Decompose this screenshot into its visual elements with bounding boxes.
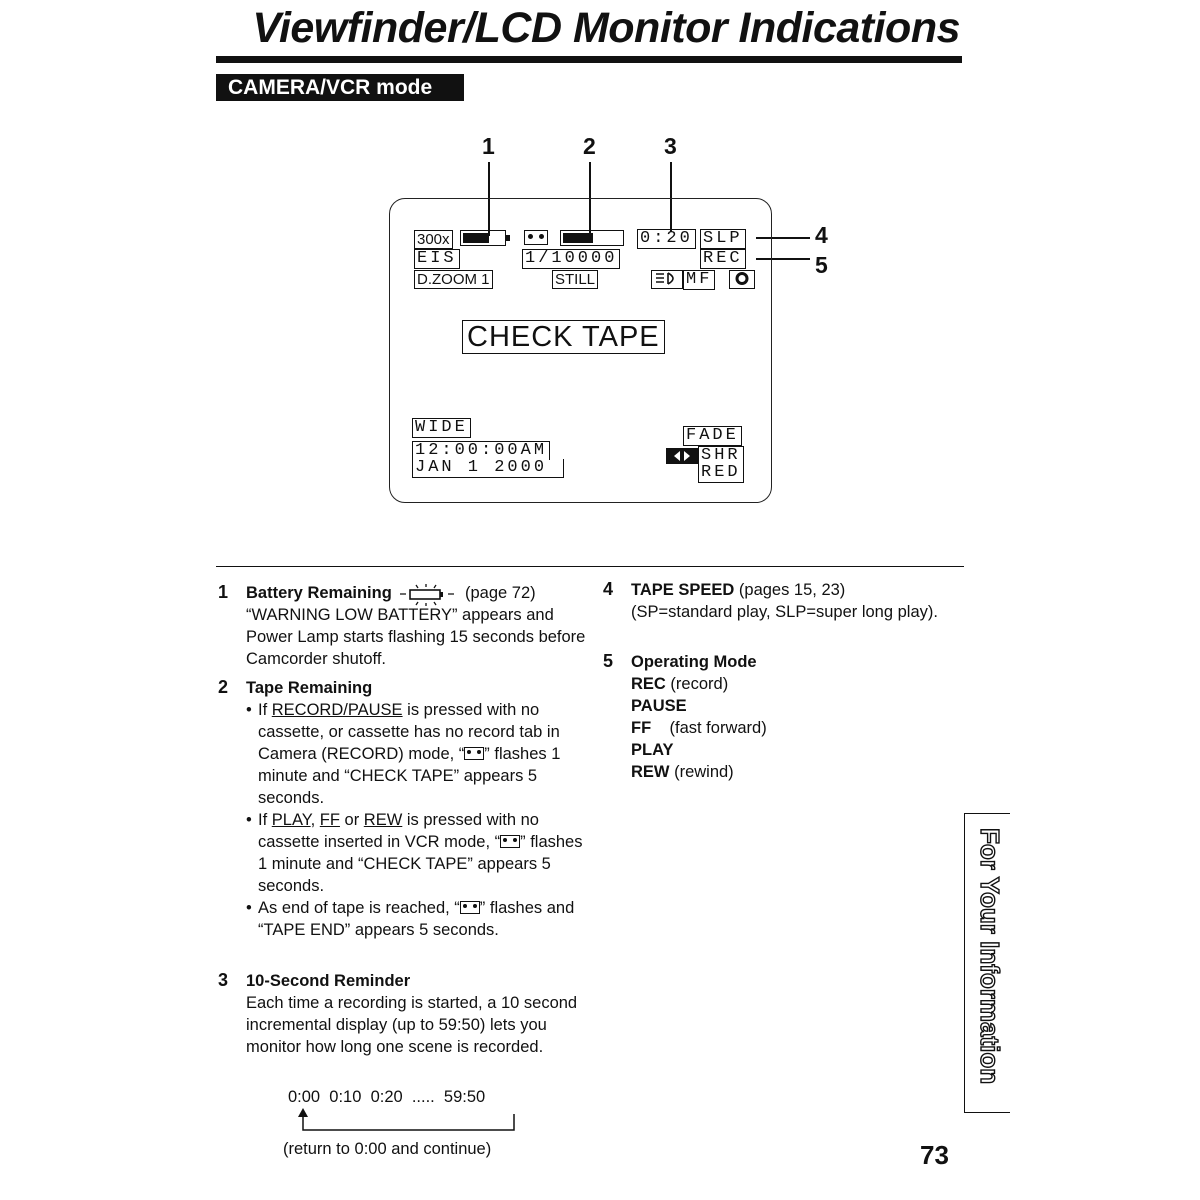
callout-2: 2 [583,133,596,159]
fade-arrow-icon [666,448,698,464]
callout-5: 5 [815,252,828,278]
red-indicator: RED [698,464,744,483]
item-1-title: Battery Remaining [246,584,392,602]
page-number: 73 [920,1140,949,1170]
item-4-desc: (SP=standard play, SLP=super long play). [631,603,938,621]
item-4-title: TAPE SPEED [631,581,735,599]
item-3 [246,970,591,1058]
item-3-desc: Each time a recording is started, a 10 second incremental display (up to 59:50) lets you monitor how long one scene is recorded. [246,994,578,1056]
item-4-number: 4 [603,579,614,599]
focus-indicator: MF [683,270,715,290]
still-indicator: STILL [552,270,598,289]
item-3-title: 10-Second Reminder [246,972,411,990]
return-arrow [296,1108,522,1134]
callout-4: 4 [815,222,828,248]
mode-row: REC (record) [631,675,729,693]
time-display: 12:00:00AM [412,441,550,460]
side-tab-label: For Your Information [975,828,1005,1085]
tape-speed: SLP [700,229,746,249]
shr-indicator: SHR [698,446,744,465]
white-balance-icon [729,270,755,289]
callout-1: 1 [482,133,495,159]
item-1 [246,582,596,670]
check-tape-message: CHECK TAPE [462,320,665,354]
section-divider [216,566,964,567]
item-4 [631,579,941,623]
item-1-page-ref: (page 72) [464,584,536,602]
play-key: PLAY [271,811,311,829]
item-2 [246,677,591,941]
callout-3: 3 [664,133,677,159]
page-title: Viewfinder/LCD Monitor Indications [252,4,960,52]
battery-icon [460,229,506,247]
rew-key: REW [363,811,403,829]
tape-remaining-bar [560,229,624,247]
shutter-speed: 1/10000 [522,249,620,269]
side-tab [964,813,1010,1113]
wide-indicator: WIDE [412,418,471,438]
mode-row: PLAY [631,741,674,759]
item-5 [631,651,941,783]
item-3-number: 3 [218,970,229,990]
digital-zoom: D.ZOOM 1 [414,270,493,289]
cassette-icon [524,229,548,247]
tape-time: 0:20 [637,229,696,249]
cassette-icon [464,747,484,760]
item-2-bullet: • If PLAY, FF or REW is pressed with no cassette inserted in VCR mode, “ ” flashes 1 minute and “CHECK TAPE” appears 5 seconds. [246,809,591,897]
zoom-indicator: 300x [414,230,453,249]
operating-mode: REC [700,249,746,269]
record-pause-key: RECORD/PAUSE [271,701,403,719]
cassette-icon [460,901,480,914]
item-2-title: Tape Remaining [246,679,373,697]
ff-key: FF [319,811,340,829]
item-2-bullet: • As end of tape is reached, “ ” flashes and “TAPE END” appears 5 seconds. [246,897,591,941]
item-2-number: 2 [218,677,229,697]
flashing-battery-icon [396,584,460,604]
mode-tab: CAMERA/VCR mode [216,74,464,101]
backlight-icon [651,270,683,289]
item-4-pages: (pages 15, 23) [734,581,846,599]
date-display: JAN 1 2000 [412,459,564,478]
mode-row: PAUSE [631,697,687,715]
mode-row: REW (rewind) [631,763,734,781]
title-rule [216,56,962,63]
item-1-desc: “WARNING LOW BATTERY” appears and Power Lamp starts flashing 15 seconds before Camcorder shutoff. [246,606,586,668]
eis-indicator: EIS [414,249,460,269]
fade-indicator: FADE [683,426,742,446]
cassette-icon [500,835,520,848]
item-2-bullet: • If RECORD/PAUSE is pressed with no cassette, or cassette has no record tab in Camera (RECORD) mode, “ ” flashes 1 minute and “CHECK TAPE” appears 5 seconds. [246,699,591,809]
item-1-number: 1 [218,582,229,602]
item-5-title: Operating Mode [631,653,757,671]
mode-row: FF (fast forward) [631,719,767,737]
return-note: (return to 0:00 and continue) [283,1140,492,1158]
item-5-number: 5 [603,651,614,671]
reminder-timeline: 0:00 0:10 0:20 ..... 59:50 [288,1088,486,1106]
